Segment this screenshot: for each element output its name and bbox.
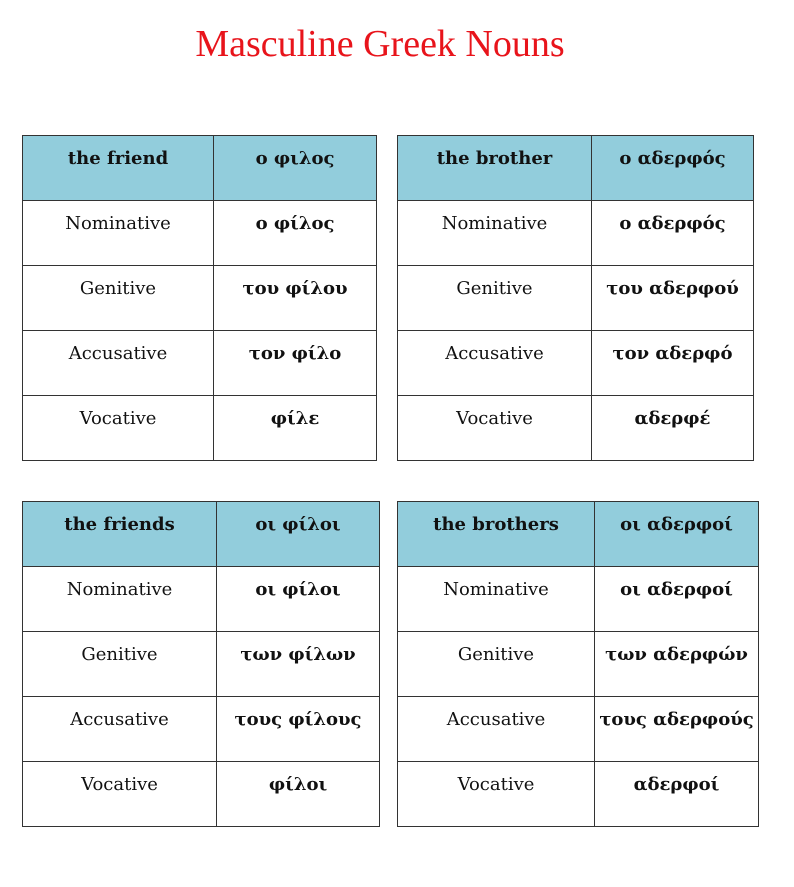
- header-greek: ο αδερφός: [592, 136, 754, 201]
- greek-form: φίλοι: [217, 762, 380, 827]
- declension-table-brother: [397, 135, 754, 461]
- case-label: Accusative: [23, 331, 214, 396]
- greek-form: οι αδερφοί: [595, 567, 759, 632]
- table-header-row: [398, 502, 759, 567]
- greek-form: του φίλου: [214, 266, 377, 331]
- greek-form: των φίλων: [217, 632, 380, 697]
- header-english: the brothers: [398, 502, 595, 567]
- table-header-row: [23, 136, 377, 201]
- header-english: the friends: [23, 502, 217, 567]
- table-row: [398, 331, 754, 396]
- case-label: Genitive: [398, 632, 595, 697]
- declension-table-friends: [22, 501, 380, 827]
- header-english: the friend: [23, 136, 214, 201]
- greek-form: των αδερφών: [595, 632, 759, 697]
- table-row: [398, 266, 754, 331]
- greek-form: αδερφέ: [592, 396, 754, 461]
- table-row: [398, 567, 759, 632]
- header-greek: οι φίλοι: [217, 502, 380, 567]
- header-greek: οι αδερφοί: [595, 502, 759, 567]
- table-row: [23, 567, 380, 632]
- case-label: Accusative: [398, 697, 595, 762]
- table-row: [23, 697, 380, 762]
- case-label: Genitive: [398, 266, 592, 331]
- table-row: [23, 266, 377, 331]
- greek-form: αδερφοί: [595, 762, 759, 827]
- table-header-row: [23, 502, 380, 567]
- table-header-row: [398, 136, 754, 201]
- table-row: [398, 396, 754, 461]
- greek-form: τους φίλους: [217, 697, 380, 762]
- table-row: [398, 697, 759, 762]
- greek-form: τον αδερφό: [592, 331, 754, 396]
- case-label: Nominative: [398, 567, 595, 632]
- case-label: Vocative: [398, 396, 592, 461]
- page-title: Masculine Greek Nouns: [195, 23, 565, 65]
- case-label: Vocative: [23, 762, 217, 827]
- greek-form: οι φίλοι: [217, 567, 380, 632]
- case-label: Vocative: [23, 396, 214, 461]
- table-row: [23, 632, 380, 697]
- header-greek: ο φιλος: [214, 136, 377, 201]
- table-row: [23, 762, 380, 827]
- case-label: Genitive: [23, 632, 217, 697]
- declension-table-brothers: [397, 501, 759, 827]
- table-row: [398, 762, 759, 827]
- case-label: Accusative: [23, 697, 217, 762]
- case-label: Genitive: [23, 266, 214, 331]
- table-row: [23, 396, 377, 461]
- table-row: [23, 201, 377, 266]
- case-label: Nominative: [398, 201, 592, 266]
- declension-table-friend: [22, 135, 377, 461]
- case-label: Accusative: [398, 331, 592, 396]
- header-english: the brother: [398, 136, 592, 201]
- case-label: Nominative: [23, 567, 217, 632]
- greek-form: φίλε: [214, 396, 377, 461]
- greek-form: τον φίλο: [214, 331, 377, 396]
- table-row: [398, 632, 759, 697]
- table-row: [398, 201, 754, 266]
- table-row: [23, 331, 377, 396]
- greek-form: ο αδερφός: [592, 201, 754, 266]
- case-label: Nominative: [23, 201, 214, 266]
- greek-form: τους αδερφούς: [595, 697, 759, 762]
- case-label: Vocative: [398, 762, 595, 827]
- greek-form: ο φίλος: [214, 201, 377, 266]
- greek-form: του αδερφού: [592, 266, 754, 331]
